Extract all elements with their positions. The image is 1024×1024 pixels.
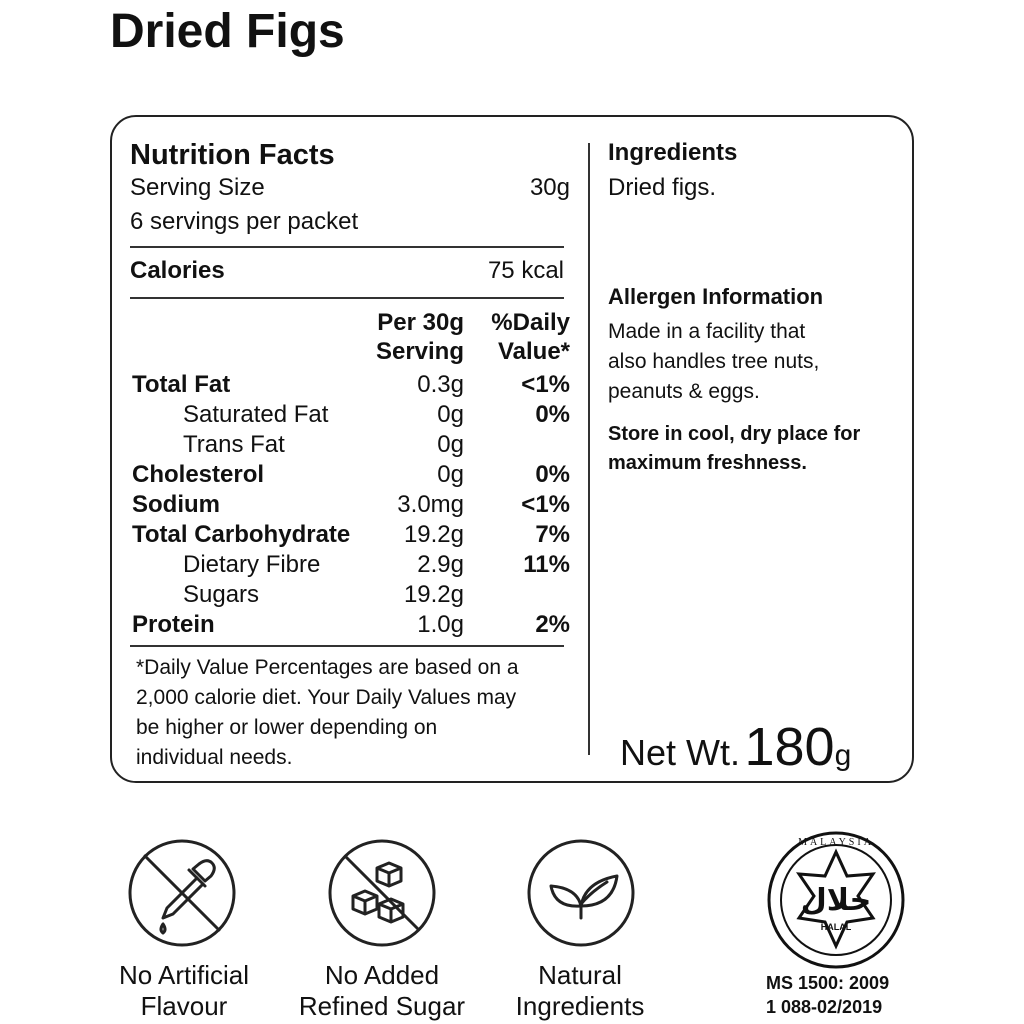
halal-cert-line: 1 088-02/2019 <box>766 997 883 1017</box>
nutrient-name: Total Carbohydrate <box>132 521 351 548</box>
nutrient-name: Saturated Fat <box>183 401 329 428</box>
nutrient-name: Total Fat <box>132 371 231 398</box>
nutrient-amount: 0g <box>437 401 464 428</box>
servings-per-packet: 6 servings per packet <box>130 208 359 235</box>
footnote-line: individual needs. <box>136 746 293 769</box>
nutrient-name: Sodium <box>132 491 220 518</box>
divider <box>130 246 564 248</box>
nutrient-dv: 2% <box>535 611 570 638</box>
nutrient-amount: 0g <box>437 461 464 488</box>
ingredients-heading: Ingredients <box>608 139 738 166</box>
svg-text:HALAL: HALAL <box>820 922 852 932</box>
nutrient-name: Dietary Fibre <box>183 551 321 578</box>
col-daily-value-line1: %Daily <box>491 309 570 336</box>
halal-cert-line: MS 1500: 2009 <box>766 973 890 993</box>
nutrient-name: Protein <box>132 611 215 638</box>
nutrient-amount: 19.2g <box>403 581 464 608</box>
net-weight-value: 180 <box>744 717 835 777</box>
serving-size-label: Serving Size <box>130 174 265 201</box>
nutrient-amount: 2.9g <box>417 551 464 578</box>
divider <box>130 645 564 647</box>
nutrient-dv: 0% <box>535 461 570 488</box>
badge-label: Natural Ingredients <box>515 960 645 1021</box>
halal-logo <box>766 830 906 970</box>
calories-label: Calories <box>130 257 225 284</box>
nutrient-amount: 3.0mg <box>397 491 464 518</box>
nutrient-name: Sugars <box>183 581 260 608</box>
footnote-line: be higher or lower depending on <box>136 716 438 739</box>
divider <box>130 297 564 299</box>
storage-line: maximum freshness. <box>608 452 807 474</box>
allergen-line: Made in a facility that <box>608 320 806 343</box>
nutrient-name: Cholesterol <box>132 461 265 488</box>
allergen-line: also handles tree nuts, <box>608 350 820 373</box>
allergen-line: peanuts & eggs. <box>608 380 760 403</box>
badge-label: No Added Refined Sugar <box>298 960 466 1021</box>
column-divider <box>588 143 590 755</box>
nutrient-amount: 0.3g <box>417 371 464 398</box>
nutrition-heading: Nutrition Facts <box>130 139 335 171</box>
footnote-line: 2,000 calorie diet. Your Daily Values may <box>136 686 517 709</box>
nutrient-amount: 1.0g <box>417 611 464 638</box>
nutrient-dv: <1% <box>521 491 570 518</box>
sugar-cubes-crossed-icon <box>327 838 437 948</box>
footnote-line: *Daily Value Percentages are based on a <box>136 656 519 679</box>
net-weight-label: Net Wt. <box>620 732 741 773</box>
leaf-icon <box>526 838 636 948</box>
col-per-serving-line2: Serving <box>375 338 464 365</box>
nutrient-amount: 0g <box>437 431 464 458</box>
nutrient-dv: 11% <box>523 551 570 578</box>
col-per-serving-line1: Per 30g <box>377 309 464 336</box>
nutrient-amount: 19.2g <box>403 521 464 548</box>
nutrient-dv: <1% <box>521 371 570 398</box>
ingredients-text: Dried figs. <box>608 174 717 201</box>
nutrient-dv: 7% <box>535 521 570 548</box>
net-weight-unit: g <box>834 739 852 772</box>
storage-line: Store in cool, dry place for <box>608 423 861 445</box>
badge-label: No Artificial Flavour <box>118 960 250 1021</box>
nutrient-dv: 0% <box>535 401 570 428</box>
calories-value: 75 kcal <box>487 257 564 284</box>
net-weight <box>620 716 851 778</box>
nutrient-name: Trans Fat <box>183 431 285 458</box>
allergen-heading: Allergen Information <box>608 284 824 309</box>
serving-size-value: 30g <box>529 174 570 201</box>
svg-text:MALAYSIA: MALAYSIA <box>798 837 874 848</box>
dropper-crossed-icon <box>127 838 237 948</box>
col-daily-value-line2: Value* <box>497 338 570 365</box>
product-title: Dried Figs <box>110 5 345 58</box>
svg-text:حلال: حلال <box>800 883 872 918</box>
